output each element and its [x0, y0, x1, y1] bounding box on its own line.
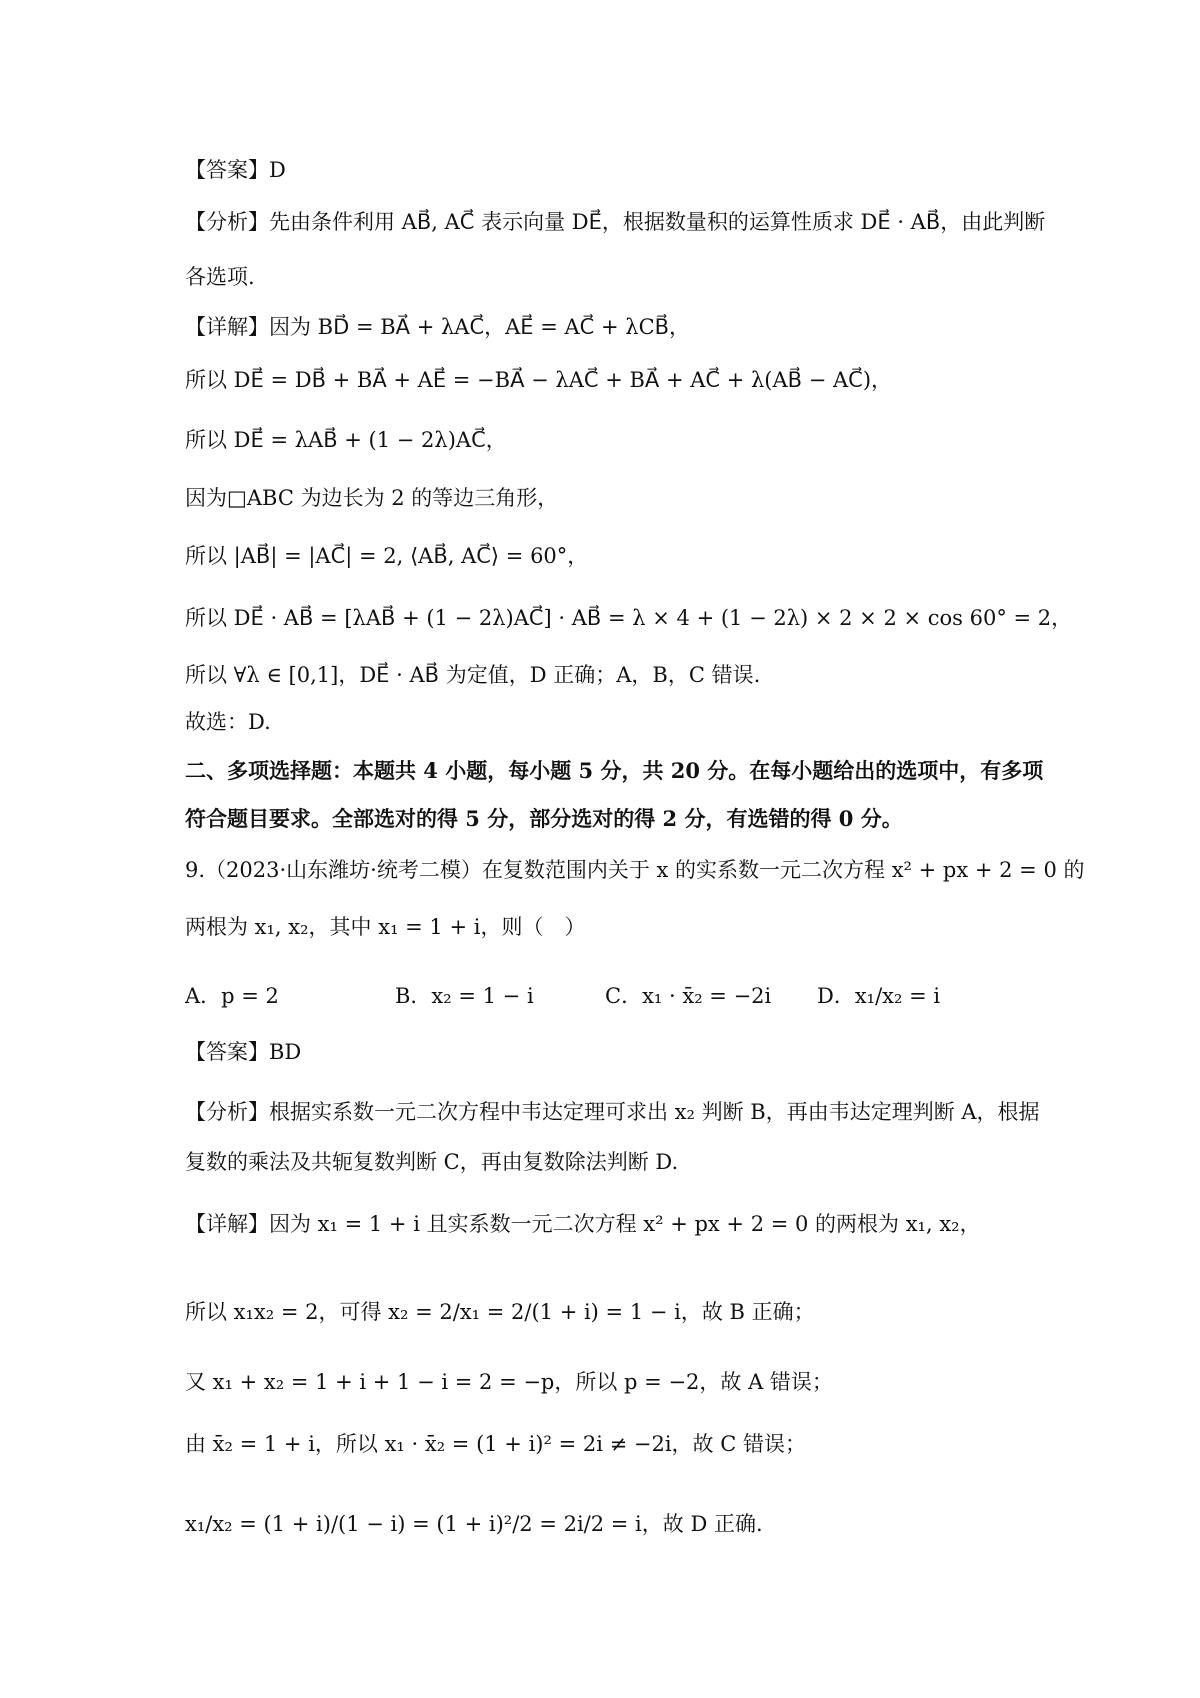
option-b: B．x₂ = 1 − i	[395, 984, 534, 1008]
analysis-9-line-1: 【分析】根据实系数一元二次方程中韦达定理可求出 x₂ 判断 B，再由韦达定理判断 A，根据	[185, 1100, 1040, 1124]
answer-9-label: 【答案】BD	[185, 1040, 302, 1064]
detail-line-5: 所以 |AB⃗| = |AC⃗| = 2, ⟨AB⃗, AC⃗⟩ = 60°，	[185, 544, 589, 568]
detail-9-line-4: 由 x̄₂ = 1 + i，所以 x₁ · x̄₂ = (1 + i)² = 2i ≠ −2i，故 C 错误；	[185, 1432, 806, 1456]
detail-line-3: 所以 DE⃗ = λAB⃗ + (1 − 2λ)AC⃗，	[185, 428, 507, 452]
detail-line-1: 【详解】因为 BD⃗ = BA⃗ + λAC⃗，AE⃗ = AC⃗ + λCB⃗，	[185, 315, 691, 339]
detail-line-7: 所以 ∀λ ∈ [0,1]，DE⃗ · AB⃗ 为定值，D 正确；A，B，C 错误.	[185, 663, 761, 687]
detail-9-line-2: 所以 x₁x₂ = 2，可得 x₂ = 2/x₁ = 2/(1 + i) = 1 − i，故 B 正确；	[185, 1300, 815, 1324]
option-a: A．p = 2	[185, 984, 279, 1008]
analysis-line-1: 【分析】先由条件利用 AB⃗, AC⃗ 表示向量 DE⃗，根据数量积的运算性质求 DE⃗ · AB⃗，由此判断	[185, 210, 1046, 234]
question-9-line-2: 两根为 x₁, x₂，其中 x₁ = 1 + i，则（ ）	[185, 915, 586, 939]
question-9-line-1: 9.（2023·山东潍坊·统考二模）在复数范围内关于 x 的实系数一元二次方程 x² + px + 2 = 0 的	[185, 858, 1085, 882]
option-d: D．x₁/x₂ = i	[817, 984, 941, 1008]
answer-label: 【答案】D	[185, 158, 286, 182]
analysis-line-2: 各选项.	[185, 265, 255, 289]
option-c: C．x₁ · x̄₂ = −2i	[605, 984, 772, 1008]
detail-line-2: 所以 DE⃗ = DB⃗ + BA⃗ + AE⃗ = −BA⃗ − λAC⃗ + BA⃗ + AC⃗ + λ(AB⃗ − AC⃗)，	[185, 368, 893, 392]
detail-9-line-3: 又 x₁ + x₂ = 1 + i + 1 − i = 2 = −p，所以 p = −2，故 A 错误；	[185, 1370, 833, 1394]
analysis-9-line-2: 复数的乘法及共轭复数判断 C，再由复数除法判断 D.	[185, 1150, 679, 1174]
detail-9-line-5: x₁/x₂ = (1 + i)/(1 − i) = (1 + i)²/2 = 2i/2 = i，故 D 正确.	[185, 1512, 763, 1536]
detail-9-line-1: 【详解】因为 x₁ = 1 + i 且实系数一元二次方程 x² + px + 2 = 0 的两根为 x₁, x₂，	[185, 1212, 981, 1236]
detail-line-4: 因为□ABC 为边长为 2 的等边三角形，	[185, 486, 559, 510]
detail-line-6: 所以 DE⃗ · AB⃗ = [λAB⃗ + (1 − 2λ)AC⃗] · AB⃗ = λ × 4 + (1 − 2λ) × 2 × 2 × cos 60° = 2，	[185, 606, 1073, 630]
conclusion-line: 故选：D.	[185, 710, 271, 734]
section-heading-line-1: 二、多项选择题：本题共 4 小题，每小题 5 分，共 20 分。在每小题给出的选项中，有多项	[185, 758, 1044, 783]
section-heading-line-2: 符合题目要求。全部选对的得 5 分，部分选对的得 2 分，有选错的得 0 分。	[185, 806, 903, 831]
